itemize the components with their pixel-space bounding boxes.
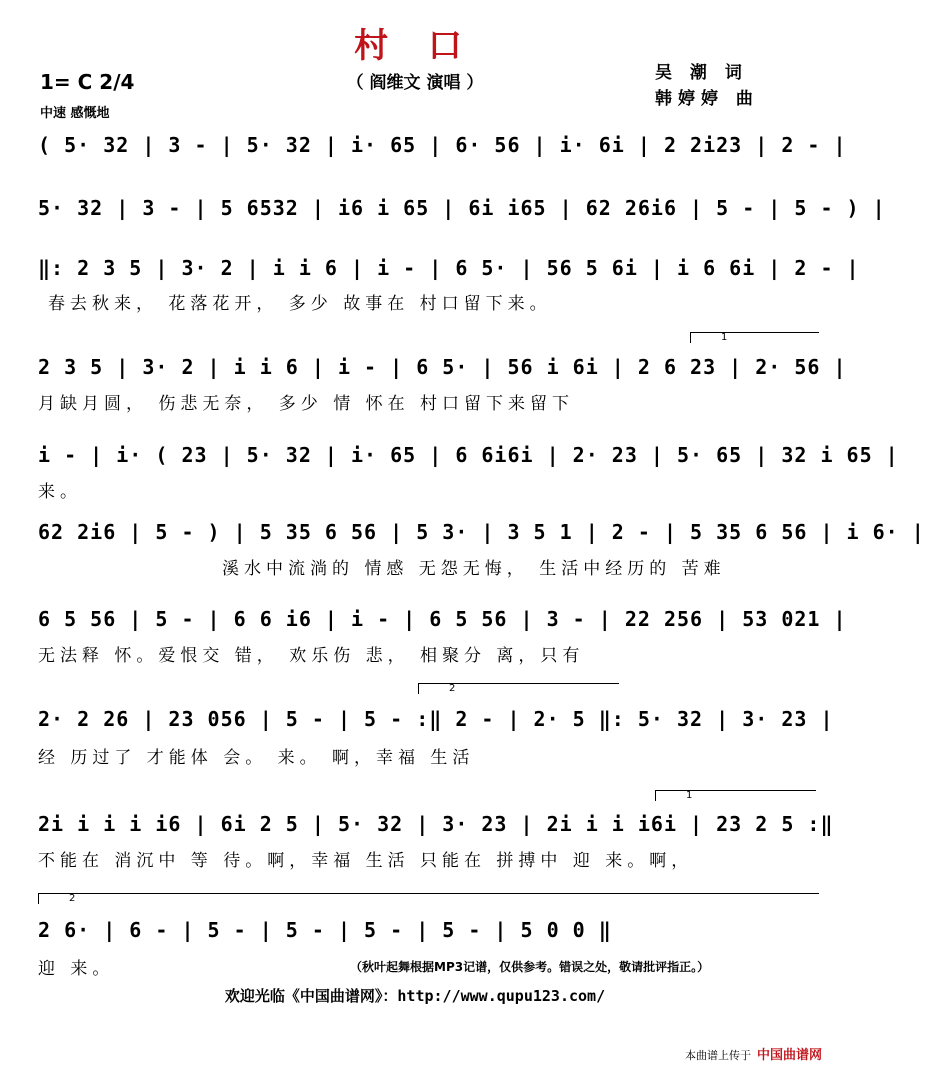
notation-text: 2 6· | 6 - | 5 - | 5 - | 5 - | 5 - | 5 0 0 ‖ <box>38 918 612 942</box>
notation-text: i - | i· ( 23 | 5· 32 | i· 65 | 6 6i6i | 2· 23 | 5· 65 | 32 i 65 | <box>38 443 899 467</box>
tempo-marking: 中速 感慨地 <box>40 106 110 121</box>
notation-text: 5· 32 | 3 - | 5 6532 | i6 i 65 | 6i i65 | 62 26i6 | 5 - | 5 - ) | <box>38 196 886 220</box>
transcriber-note: （秋叶起舞根据MP3记谱，仅供参考。错误之处，敬请批评指正。） <box>350 960 710 974</box>
lyric-row <box>0 846 830 874</box>
site-footer[interactable]: 欢迎光临《中国曲谱网》：http://www.qupu123.com/ <box>224 987 606 1005</box>
notation-row <box>0 256 860 290</box>
volta-bracket: 2 <box>418 683 619 694</box>
lyric-row <box>0 289 830 317</box>
lyric-row <box>0 743 830 771</box>
lyric-text: 迎 来。 <box>38 959 115 979</box>
lyric-text: 无法释 怀。爱恨交 错， 欢乐伤 悲， 相聚分 离，只有 <box>38 646 585 666</box>
notation-row <box>0 707 834 741</box>
volta-bracket: 2 <box>38 893 819 904</box>
page-title: 村 口 <box>354 26 476 66</box>
lyric-row <box>0 389 830 417</box>
volta-bracket: 1 <box>690 332 819 343</box>
notation-row <box>0 918 830 952</box>
lyric-text: 春去秋来， 花落花开， 多少 故事在 村口留下来。 <box>48 294 552 314</box>
site-logo: 中国曲谱网 <box>756 1048 822 1063</box>
notation-text: ‖: 2 3 5 | 3· 2 | i i 6 | i - | 6 5· | 56 5 6i | i 6 6i | 2 - | <box>38 256 860 280</box>
upload-label: 本曲谱上传于 <box>684 1049 751 1062</box>
notation-text: 2i i i i i6 | 6i 2 5 | 5· 32 | 3· 23 | 2i i i i6i | 23 2 5 :‖ <box>38 812 834 836</box>
notation-row <box>0 196 886 230</box>
notation-text: 2· 2 26 | 23 056 | 5 - | 5 - :‖ 2 - | 2· 5 ‖: 5· 32 | 3· 23 | <box>38 707 834 731</box>
lyric-text: 月缺月圆， 伤悲无奈， 多少 情 怀在 村口留下来留下 <box>38 394 575 414</box>
upload-credit <box>0 1044 830 1063</box>
notation-row <box>0 355 847 389</box>
lyric-row <box>0 554 830 582</box>
lyric-text: 不能在 消沉中 等 待。啊，幸福 生活 只能在 拼搏中 迎 来。啊， <box>38 851 694 871</box>
singer-credit: （ 阎维文 演唱 ） <box>346 73 484 93</box>
notation-text: ( 5· 32 | 3 - | 5· 32 | i· 65 | 6· 56 | i· 6i | 2 2i23 | 2 - | <box>38 133 847 157</box>
notation-row <box>0 443 899 477</box>
composer-credit: 韩婷婷 曲 <box>655 89 759 109</box>
lyric-row <box>0 641 830 669</box>
notation-text: 2 3 5 | 3· 2 | i i 6 | i - | 6 5· | 56 i 6i | 2 6 23 | 2· 56 | <box>38 355 847 379</box>
notation-row <box>0 520 925 554</box>
notation-text: 6 5 56 | 5 - | 6 6 i6 | i - | 6 5 56 | 3 - | 22 256 | 53 021 | <box>38 607 847 631</box>
notation-row <box>0 812 834 846</box>
volta-bracket: 1 <box>655 790 816 801</box>
lyric-text: 经 历过了 才能体 会。 来。 啊，幸福 生活 <box>38 748 475 768</box>
notation-row <box>0 133 847 167</box>
lyric-row <box>0 477 830 505</box>
lyricist-credit: 吴 潮 词 <box>655 63 748 83</box>
lyric-text: 溪水中流淌的 情感 无怨无悔， 生活中经历的 苦难 <box>222 559 726 579</box>
notation-row <box>0 607 847 641</box>
key-signature: 1= C 2/4 <box>40 70 135 94</box>
notation-text: 62 2i6 | 5 - ) | 5 35 6 56 | 5 3· | 3 5 1 | 2 - | 5 35 6 56 | i 6· | <box>38 520 925 544</box>
lyric-text: 来。 <box>38 482 82 502</box>
